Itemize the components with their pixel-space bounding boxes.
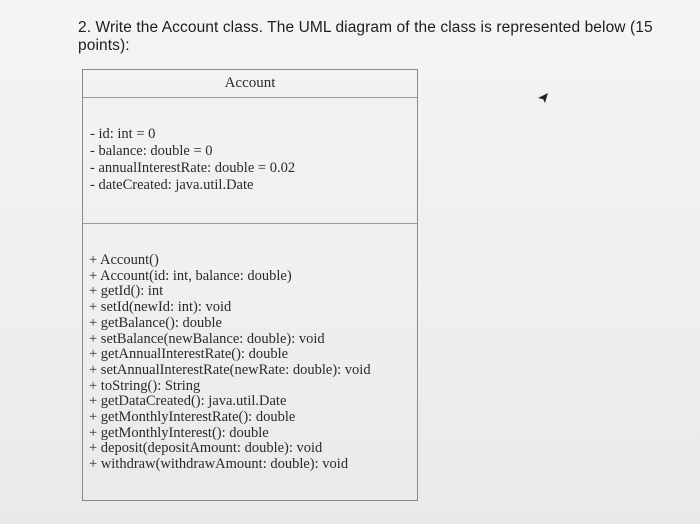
- attribute-line: - annualInterestRate: double = 0.02: [90, 160, 296, 176]
- uml-class-diagram: [82, 69, 418, 501]
- operation-line: + setId(newId: int): void: [89, 299, 232, 316]
- attribute-line: - balance: double = 0: [90, 143, 213, 159]
- operation-line: + getDataCreated(): java.util.Date: [89, 393, 287, 410]
- operation-line: + getMonthlyInterest(): double: [89, 424, 269, 441]
- operation-line: + getBalance(): double: [89, 314, 222, 331]
- question-text: 2. Write the Account class. The UML diagram of the class is represented below (15 points):: [78, 19, 653, 54]
- operation-line: + setAnnualInterestRate(newRate: double): void: [89, 361, 371, 378]
- operation-line: + Account(id: int, balance: double): [89, 267, 292, 284]
- attribute-line: - dateCreated: java.util.Date: [90, 177, 254, 193]
- operation-line: + toString(): String: [89, 377, 201, 394]
- operation-line: + deposit(depositAmount: double): void: [89, 440, 323, 457]
- class-name: Account: [83, 70, 417, 98]
- attribute-line: - id: int = 0: [90, 126, 156, 142]
- operation-line: + setBalance(newBalance: double): void: [89, 330, 325, 347]
- operation-line: + withdraw(withdrawAmount: double): void: [89, 456, 349, 473]
- operation-line: + Account(): [89, 252, 159, 268]
- operations-compartment: [83, 224, 417, 473]
- operation-line: + getId(): int: [89, 283, 164, 300]
- operation-line: + getAnnualInterestRate(): double: [89, 346, 289, 363]
- mouse-pointer-icon: [537, 92, 549, 104]
- attributes-compartment: [83, 98, 417, 224]
- operation-line: + getMonthlyInterestRate(): double: [89, 409, 296, 426]
